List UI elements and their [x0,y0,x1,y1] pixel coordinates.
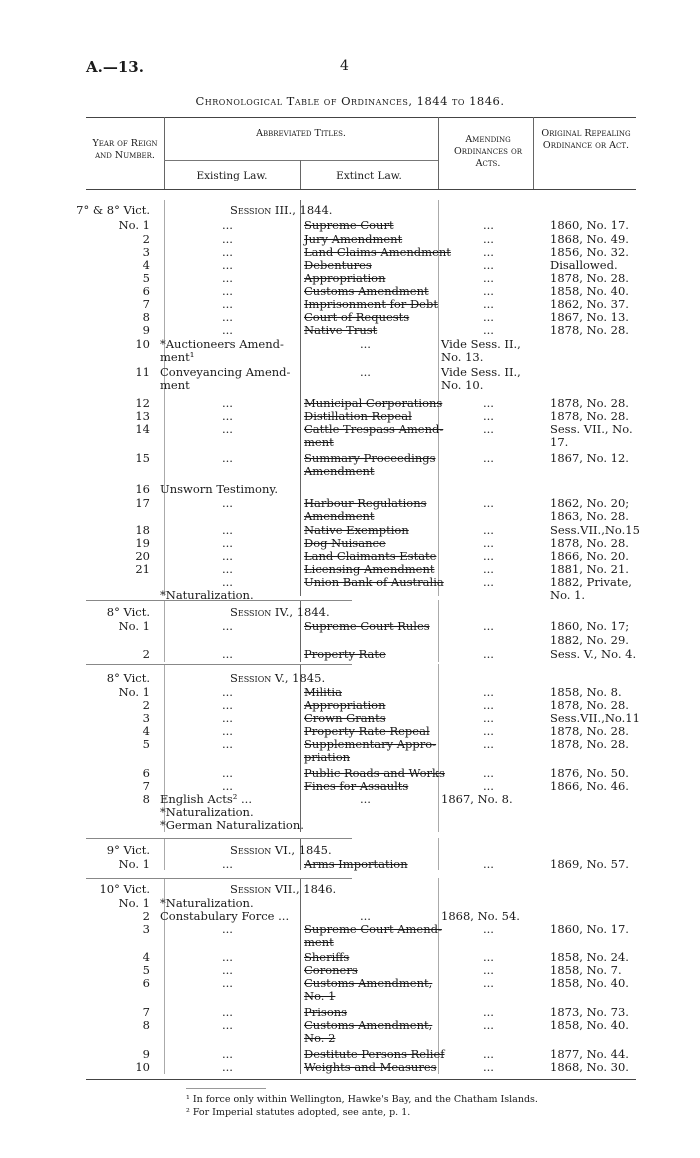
repealing-act: 1862, No. 37. [550,297,629,311]
repealing-act: 1858, No. 40. [550,1018,629,1032]
repealing-act: 1876, No. 50. [550,766,629,780]
extinct-law [360,793,371,806]
amending-act: ... [483,724,494,738]
extinct-law [304,648,386,661]
amending-act: ... [483,536,494,550]
year-number: 19 [135,536,150,550]
existing-law: ... [222,779,233,793]
amending-act: ... [483,963,494,977]
repealing-act: 1878, No. 28. [550,409,629,423]
amending-act: ... [483,619,494,633]
extinct-law [304,1061,437,1074]
year-number: No. 1 [118,685,150,699]
year-number: 3 [142,245,150,259]
repealing-act: 1862, No. 20; [550,496,630,510]
existing-law: English Acts² ... [160,792,252,806]
year-number: 6 [142,976,150,990]
existing-law: ment [160,378,190,392]
col-divider [438,117,439,189]
existing-law: ... [222,297,233,311]
amending-act: ... [483,1047,494,1061]
col-divider [164,200,165,596]
amending-act: ... [483,950,494,964]
amending-act: ... [483,523,494,537]
existing-law: ment¹ [160,350,195,364]
year-number: 2 [142,232,150,246]
col-divider [300,664,301,832]
repealing-act: Sess.VII.,No.15 [550,523,640,537]
existing-law: ... [222,396,233,410]
repealing-act: 1866, No. 46. [550,779,629,793]
repealing-act: 1866, No. 20. [550,549,629,563]
repealing-act: 1881, No. 21. [550,562,629,576]
extinct-law-title: Appropriation [304,271,386,285]
extinct-law-title: Customs Amendment, [304,976,433,990]
amending-act: ... [483,922,494,936]
existing-law: ... [222,698,233,712]
page-number: 4 [340,58,349,74]
section-rule [86,664,352,665]
existing-law: ... [222,1005,233,1019]
repealing-act: 1878, No. 28. [550,271,629,285]
extinct-law-title: Land Claimants Estate [304,549,437,563]
extinct-law-title: Property Rate Repeal [304,724,430,738]
extinct-law-title: Fines for Assaults [304,779,409,793]
amending-act: ... [483,766,494,780]
year-number: 3 [142,922,150,936]
document-id: A.—13. [86,58,144,76]
extinct-law-title: Supreme Court Rules [304,619,430,633]
existing-law: ... [222,1047,233,1061]
session-heading: Session IV., 1844. [230,605,330,619]
amending-act: ... [483,711,494,725]
extinct-law [304,576,444,589]
repealing-act: 1878, No. 28. [550,724,629,738]
extinct-law [360,366,371,379]
existing-law: ... [222,963,233,977]
year-number: 10° Vict. [99,882,150,896]
extinct-law-title: Municipal Corporations [304,396,443,410]
year-number: 6 [142,284,150,298]
header-year: Year of Reign and Number. [92,138,158,161]
extinct-law-title: Licensing Amendment [304,562,435,576]
extinct-law [304,780,408,793]
year-number: 8° Vict. [106,605,150,619]
session-heading: Session III., 1844. [230,203,333,217]
existing-law: ... [222,737,233,751]
existing-law: ... [222,232,233,246]
year-number: 2 [142,647,150,661]
repealing-act: 17. [550,435,569,449]
extinct-law-title: Land Claims Amendment [304,245,451,259]
year-number: 4 [142,258,150,272]
repealing-act: Disallowed. [550,258,618,272]
extinct-law [304,936,334,949]
existing-law: Unsworn Testimony. [160,482,278,496]
extinct-law-title: Supplementary Appro- [304,737,437,751]
year-number: No. 1 [118,619,150,633]
extinct-law [304,436,334,449]
amending-act: 1868, No. 54. [441,909,520,923]
extinct-law [304,858,408,871]
repealing-act: 1873, No. 73. [550,1005,629,1019]
existing-law: ... [222,562,233,576]
repealing-act: 1868, No. 30. [550,1060,629,1074]
year-number: 4 [142,950,150,964]
year-number: 18 [135,523,150,537]
existing-law: ... [222,284,233,298]
header-extinct: Extinct Law. [336,170,402,182]
repealing-act: Sess.VII.,No.11 [550,711,640,725]
extinct-law-title: Dog Nuisance [304,536,386,550]
year-number: No. 1 [118,857,150,871]
year-number: 16 [135,482,150,496]
repealing-act: Sess. V., No. 4. [550,647,637,661]
extinct-law-title: Militia [304,685,342,699]
extinct-law-title: Court of Requests [304,310,410,324]
extinct-law-title: Crown Grants [304,711,386,725]
existing-law: ... [222,724,233,738]
amending-act: ... [483,409,494,423]
extinct-law-title: No. 1 [304,989,336,1003]
col-divider [438,878,439,1074]
year-number: 12 [135,396,150,410]
existing-law: Constabulary Force ... [160,909,290,923]
year-number: 8° Vict. [106,671,150,685]
year-number: 7 [142,297,150,311]
existing-law: ... [222,766,233,780]
session-heading: Session VI., 1845. [230,843,332,857]
repealing-act: 1867, No. 13. [550,310,629,324]
col-divider [438,838,439,870]
repealing-act: 1868, No. 49. [550,232,629,246]
section-rule [86,838,352,839]
extinct-law-title: ... [360,337,371,351]
extinct-law-title: Amendment [304,464,375,478]
existing-law: ... [222,523,233,537]
year-number: 6 [142,766,150,780]
extinct-law-title: Customs Amendment [304,284,429,298]
extinct-law-title: Summary Proceedings [304,451,436,465]
year-number: 11 [135,365,150,379]
subheader-rule [164,160,438,161]
extinct-law [304,990,335,1003]
extinct-law-title: Cattle Trespass Amend- [304,422,444,436]
year-number: 21 [135,562,150,576]
year-number: 10 [135,337,150,351]
year-number: No. 1 [118,218,150,232]
extinct-law-title: Amendment [304,509,375,523]
extinct-law-title: Appropriation [304,698,386,712]
repealing-act: 1877, No. 44. [550,1047,629,1061]
extinct-law-title: Supreme Court Amend- [304,922,442,936]
existing-law: *Naturalization. [160,896,254,910]
extinct-law-title: Harbour Regulations [304,496,427,510]
year-number: 7 [142,1005,150,1019]
repealing-act: 1878, No. 28. [550,323,629,337]
extinct-law-title: Destitute Persons Relief [304,1047,445,1061]
existing-law: ... [222,575,233,589]
extinct-law-title: Customs Amendment, [304,1018,433,1032]
year-number: 13 [135,409,150,423]
amending-act: ... [483,451,494,465]
amending-act: ... [483,647,494,661]
repealing-act: 1860, No. 17. [550,218,629,232]
extinct-law-title: ... [360,365,371,379]
repealing-act: 1882, Private, [550,575,632,589]
col-divider [164,600,165,662]
existing-law: Conveyancing Amend- [160,365,291,379]
amending-act: ... [483,396,494,410]
existing-law: ... [222,496,233,510]
year-number: 20 [135,549,150,563]
existing-law: ... [222,1018,233,1032]
amending-act: 1867, No. 8. [441,792,513,806]
year-number: 9° Vict. [106,843,150,857]
amending-act: ... [483,323,494,337]
extinct-law-title: No. 2 [304,1031,336,1045]
amending-act: ... [483,562,494,576]
extinct-law-title: ment [304,435,334,449]
repealing-act: 1858, No. 40. [550,976,629,990]
year-number: 17 [135,496,150,510]
amending-act: ... [483,245,494,259]
existing-law: ... [222,976,233,990]
amending-act: ... [483,857,494,871]
amending-act: ... [483,496,494,510]
extinct-law-title: ... [360,909,371,923]
year-number: 5 [142,271,150,285]
extinct-law-title: Debentures [304,258,372,272]
header-amending: Amending Ordinances or Acts. [453,134,523,169]
amending-act: ... [483,779,494,793]
existing-law: *Naturalization. [160,588,254,602]
extinct-law-title: Weights and Measures [304,1060,437,1074]
repealing-act: 1858, No. 24. [550,950,629,964]
amending-act: Vide Sess. II., [441,337,521,351]
repealing-act: 1856, No. 32. [550,245,629,259]
extinct-law-title: Native Trust [304,323,378,337]
amending-act: ... [483,698,494,712]
top-rule [86,117,636,118]
extinct-law-title: Supreme Court [304,218,394,232]
extinct-law-title: Distillation Repeal [304,409,412,423]
extinct-law-title: Property Rate [304,647,386,661]
amending-act: ... [483,422,494,436]
extinct-law-title: Sheriffs [304,950,350,964]
amending-act: ... [483,310,494,324]
year-number: 9 [142,323,150,337]
amending-act: ... [483,549,494,563]
existing-law: ... [222,258,233,272]
extinct-law-title: ... [360,792,371,806]
extinct-law-title: priation [304,750,351,764]
existing-law: ... [222,409,233,423]
existing-law: ... [222,685,233,699]
repealing-act: 1860, No. 17. [550,922,629,936]
bottom-rule [86,1079,636,1080]
amending-act: No. 10. [441,378,484,392]
footnote-rule [186,1088,266,1089]
existing-law: ... [222,218,233,232]
extinct-law-title: Imprisonment for Debt [304,297,438,311]
repealing-act: 1867, No. 12. [550,451,629,465]
extinct-law-title: Native Exemption [304,523,409,537]
year-number: 2 [142,909,150,923]
year-number: 15 [135,451,150,465]
repealing-act: 1858, No. 40. [550,284,629,298]
section-rule [86,878,352,879]
amending-act: ... [483,271,494,285]
extinct-law [360,338,371,351]
year-number: 8 [142,792,150,806]
extinct-law-title: Coroners [304,963,358,977]
amending-act: ... [483,976,494,990]
extinct-law [304,324,377,337]
existing-law: ... [222,922,233,936]
extinct-law-title: Prisons [304,1005,348,1019]
amending-act: ... [483,1018,494,1032]
year-number: 7° & 8° Vict. [76,203,150,217]
year-number: 9 [142,1047,150,1061]
existing-law: ... [222,549,233,563]
repealing-act: 1882, No. 29. [550,633,629,647]
extinct-law [304,751,350,764]
repealing-act: 1869, No. 57. [550,857,629,871]
amending-act: ... [483,218,494,232]
session-heading: Session VII., 1846. [230,882,337,896]
repealing-act: 1858, No. 8. [550,685,622,699]
year-number: 8 [142,1018,150,1032]
amending-act: ... [483,1060,494,1074]
table-title: Chronological Table of Ordinances, 1844 to 1846. [195,94,505,108]
existing-law: ... [222,950,233,964]
existing-law: *Auctioneers Amend- [160,337,284,351]
amending-act: Vide Sess. II., [441,365,521,379]
existing-law: ... [222,1060,233,1074]
extinct-law [304,620,430,633]
amending-act: ... [483,1005,494,1019]
header-existing: Existing Law. [196,170,268,182]
repealing-act: 1860, No. 17; [550,619,630,633]
existing-law: *German Naturalization. [160,818,304,832]
amending-act: ... [483,232,494,246]
extinct-law-title: ment [304,935,334,949]
existing-law: ... [222,310,233,324]
amending-act: No. 13. [441,350,484,364]
existing-law: ... [222,711,233,725]
amending-act: ... [483,575,494,589]
existing-law: ... [222,422,233,436]
amending-act: ... [483,685,494,699]
header-repealing: Original Repealing Ordinance or Act. [541,128,631,151]
year-number: 14 [135,422,150,436]
header-abbreviated: Abbreviated Titles. [256,128,346,139]
footnote: ² For Imperial statutes adopted, see ante, p. 1. [186,1107,411,1118]
existing-law: ... [222,323,233,337]
footnote: ¹ In force only within Wellington, Hawke's Bay, and the Chatham Islands. [186,1094,538,1105]
amending-act: ... [483,737,494,751]
extinct-law [304,465,375,478]
year-number: 2 [142,698,150,712]
repealing-act: No. 1. [550,588,586,602]
year-number: 10 [135,1060,150,1074]
repealing-act: 1878, No. 28. [550,737,629,751]
amending-act: ... [483,297,494,311]
col-divider [300,878,301,1074]
header-bottom-rule [86,189,636,190]
existing-law: ... [222,271,233,285]
extinct-law [304,219,394,232]
col-divider [300,200,301,596]
extinct-law-title: Public Roads and Works [304,766,445,780]
existing-law: ... [222,647,233,661]
existing-law: *Naturalization. [160,805,254,819]
extinct-law [304,1032,335,1045]
existing-law: ... [222,451,233,465]
col-divider [533,117,534,189]
col-divider [438,600,439,662]
year-number: 5 [142,737,150,751]
year-number: 8 [142,310,150,324]
year-number: 4 [142,724,150,738]
existing-law: ... [222,619,233,633]
year-number: 7 [142,779,150,793]
repealing-act: 1858, No. 7. [550,963,622,977]
session-heading: Session V., 1845. [230,671,326,685]
year-number: No. 1 [118,896,150,910]
existing-law: ... [222,245,233,259]
col-divider [164,838,165,870]
year-number: 5 [142,963,150,977]
existing-law: ... [222,536,233,550]
repealing-act: 1863, No. 28. [550,509,629,523]
extinct-law-title: Arms Importation [304,857,408,871]
amending-act: ... [483,258,494,272]
extinct-law-title: Jury Amendment [304,232,403,246]
repealing-act: Sess. VII., No. [550,422,633,436]
repealing-act: 1878, No. 28. [550,536,629,550]
amending-act: ... [483,284,494,298]
extinct-law [304,510,375,523]
extinct-law-title: Union Bank of Australia [304,575,444,589]
year-number: 3 [142,711,150,725]
existing-law: ... [222,857,233,871]
repealing-act: 1878, No. 28. [550,396,629,410]
repealing-act: 1878, No. 28. [550,698,629,712]
col-divider [438,664,439,832]
